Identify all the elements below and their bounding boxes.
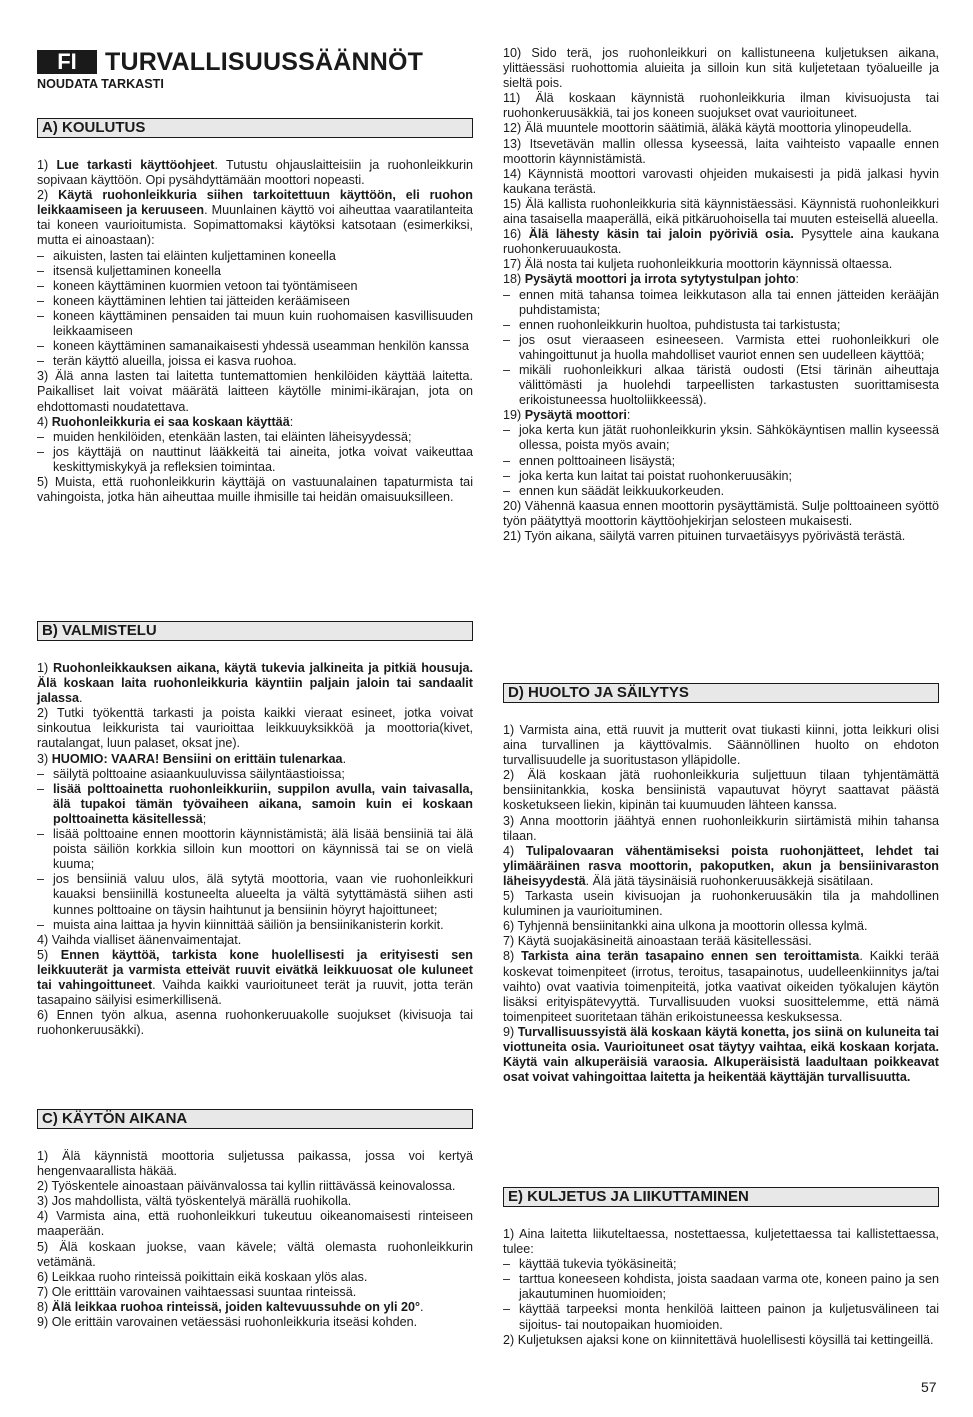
section-c-item-17: 17) Älä nosta tai kuljeta ruohonleikkuria moottorin käynnissä oltaessa.: [503, 257, 893, 272]
list-item: – koneen käyttäminen pensaiden tai muun kuin ruohomaisen kasvillisuuden leikkaamiseen: [37, 309, 473, 339]
list-item: – käyttää tarpeeksi monta henkilöä laitteen painon ja kuljetusvälineen tai sijoitus- tai noutopaikan huomioiden.: [503, 1302, 939, 1332]
section-c-item-20: 20) Vähennä kaasua ennen moottorin pysäyttämistä. Sulje polttoaineen syöttö työn päätyttyä moottorin käyttöohjekirjan selosteen mukaisesti.: [503, 498, 939, 528]
list-item: – itsensä kuljettaminen koneella: [37, 264, 473, 279]
section-a-heading: A) KOULUTUS: [37, 118, 473, 138]
section-b-heading: B) VALMISTELU: [37, 621, 473, 641]
section-e-item-2: 2) Kuljetuksen ajaksi kone on kiinnitettävä huolellisesti köysillä tai kettingeillä.: [503, 1332, 934, 1347]
section-e: [503, 1187, 939, 1348]
list-item: – ennen ruohonleikkurin huoltoa, puhdistusta tai tarkistusta;: [503, 318, 939, 333]
list-item: – mikäli ruohonleikkuri alkaa täristä oudosti (Etsi tärinän aiheuttaja välittömästi ja huolehdi tarpeellisten tarkastusten suorittamisesta erikoistuneessa huoltoliikkeessä).: [503, 363, 939, 408]
list-item: – muiden henkilöiden, etenkään lasten, tai eläinten läheisyydessä;: [37, 430, 473, 445]
list-item: – koneen käyttäminen lehtien tai jätteiden keräämiseen: [37, 294, 473, 309]
list-item: – muista aina laittaa ja hyvin kiinnittää säiliön ja bensiinikanisterin korkit.: [37, 918, 473, 933]
section-a-item-5: 5) Muista, että ruohonleikkurin käyttäjä on vastuunalainen tapaturmista tai vahingoista, jotka hän aiheuttaa muille ihmisille tai heidän omaisuuksilleen.: [37, 474, 473, 505]
list-item: – jos bensiiniä valuu ulos, älä sytytä moottoria, vaan vie ruohonleikkuri kauaksi bensiinillä kostuneelta alueelta ja vältä sytyttämästä siihen asti kunnes polttoaine on täysin haihtunut ja bensiinin höyryt hajoittuneet;: [37, 872, 473, 917]
list-item: – jos käyttäjä on nauttinut lääkkeitä tai aineita, jotka voivat vaikeuttaa keskittymiskykyä ja refleksien toimintaa.: [37, 445, 473, 475]
list-item: – koneen käyttäminen samanaikaisesti yhdessä useamman henkilön kanssa: [37, 339, 473, 354]
section-b-item-5: 5) Ennen käyttöä, tarkista kone huolellisesti ja erityisesti sen leikkuuterät ja varmista etteivät ruuvit eivätkä leikkuuosat ole kuluneet tai vahingoittuneet. Vaihda kaikki vaurioituneet terät ja ruuvit, jotta terän tasapaino säilyisi esimerkillisenä.: [37, 947, 473, 1008]
section-c-continued: [503, 46, 939, 544]
section-c-item-12: 12) Älä muuntele moottorin säätimiä, äläkä käytä moottoria ylinopeudella.: [503, 121, 912, 136]
section-a-item-2: 2) Käytä ruohonleikkuria siihen tarkoitettuun käyttöön, eli ruohon leikkaamiseen ja keruuseen. Muunlainen käyttö voi aiheuttaa vaaratilanteita tai koneen vaurioitumista. Sopimattomaksi käytöksi katsotaan (esimerkiksi, mutta ei ainoastaan):: [37, 188, 473, 248]
section-c-item-7: 7) Ole eritttäin varovainen vaihtaessasi suuntaa rinteissä.: [37, 1284, 357, 1299]
section-c-item-2: 2) Työskentele ainoastaan päivänvalossa tai kyllin riittävässä keinovalossa.: [37, 1179, 456, 1194]
list-item: – jos osut vieraaseen esineeseen. Varmista ettei ruohonleikkuri ole vahingoittunut ja huolla mahdolliset vauriot ennen sen uudelleen käyttöä;: [503, 333, 939, 363]
section-d-heading: D) HUOLTO JA SÄILYTYS: [503, 683, 939, 703]
list-item: – säilytä polttoaine asiaankuuluvissa säilyntäastioissa;: [37, 767, 473, 782]
section-d-item-6: 6) Tyhjennä bensiinitankki aina ulkona ja moottorin ollessa kylmä.: [503, 919, 868, 934]
section-a-item-4: 4) Ruohonleikkuria ei saa koskaan käyttää:: [37, 414, 294, 429]
list-item: – joka kerta kun laitat tai poistat ruohonkeruusäkin;: [503, 469, 939, 484]
section-b-item-4: 4) Vaihda vialliset äänenvaimentajat.: [37, 932, 242, 947]
section-d-item-2: 2) Älä koskaan jätä ruohonleikkuria suljettuun tilaan tyhjentämättä bensiinitankkia, koska bensiinistä vapautuvat höyryt saattavat päästä kosketukseen liekin, kipinän tai kuumuuden lähteen kanssa.: [503, 768, 939, 813]
section-c-item-21: 21) Työn aikana, säilytä varren pituinen turvaetäisyys pyörivästä terästä.: [503, 529, 906, 543]
section-d-item-3: 3) Anna moottorin jäähtyä ennen ruohonleikkurin siirtämistä mihin tahansa tilaan.: [503, 813, 939, 843]
section-b-item-3: 3) HUOMIO: VAARA! Bensiini on erittäin tulenarkaa.: [37, 751, 347, 766]
language-badge: FI: [37, 50, 97, 74]
section-d-item-1: 1) Varmista aina, että ruuvit ja mutterit ovat tiukasti kiinni, jotta leikkuri olisi aina turvallinen ja käyttövalmis. Säännöllinen huolto on ehdoton turvallisuudelle ja suoritustason ylläpidolle.: [503, 723, 939, 768]
page-title: TURVALLISUUSSÄÄNNÖT: [105, 48, 424, 76]
section-e-item-1: 1) Aina laitetta liikuteltaessa, nostettaessa, kuljetettaessa tai kallistettaessa, tulee:: [503, 1227, 939, 1257]
section-c-item-19: 19) Pysäytä moottori:: [503, 408, 631, 423]
list-item: – tarttua koneeseen kohdista, joista saadaan varma ote, koneen paino ja sen jakautuminen huomioiden;: [503, 1272, 939, 1302]
section-d: [503, 683, 939, 1085]
list-item: – lisää polttoainetta ruohonleikkuriin, suppilon avulla, vain taivasalla, älä tupakoi tämän työvaiheen aikana, samoin kuin ei koskaan polttoainetta käsitellessä;: [37, 782, 473, 827]
list-item: – joka kerta kun jätät ruohonleikkurin yksin. Sähkökäyntisen mallin kyseessä ollessa, poista myös avain;: [503, 423, 939, 453]
section-c-item-1: 1) Älä käynnistä moottoria suljetussa paikassa, jossa voi kertyä hengenvaarallista häkää.: [37, 1149, 473, 1179]
list-item: – ennen mitä tahansa toimea leikkutason alla tai ennen jätteiden kerääjän puhdistamista;: [503, 288, 939, 318]
section-c-item-3: 3) Jos mahdollista, vältä työskentelyä märällä ruohikolla.: [37, 1194, 352, 1209]
section-b-item-2: 2) Tutki työkenttä tarkasti ja poista kaikki vieraat esineet, jotka voivat sinkoutua leikkurista tai vaurioittaa leikkuuyksikköä ja moottoria(kivet, rautalangat, luun palaset, oksat jne).: [37, 706, 473, 751]
list-item: – käyttää tukevia työkäsineitä;: [503, 1257, 939, 1272]
section-c-item-11: 11) Älä koskaan käynnistä ruohonleikkuria ilman kivisuojusta tai ruohonkeruusäkkiä, tai jos koneen suojukset ovat vaurioituneet.: [503, 91, 939, 121]
section-b: [37, 621, 473, 1038]
list-item: – terän käyttö alueilla, joissa ei kasva ruohoa.: [37, 354, 473, 369]
section-c-item-16: 16) Älä lähesty käsin tai jaloin pyöriviä osia. Pysyttele aina kaukana ruohonkeruuaukosta.: [503, 227, 940, 257]
section-c-item-5: 5) Älä koskaan juokse, vaan kävele; vältä olemasta ruohonleikkurin vetämänä.: [37, 1239, 473, 1269]
section-b-item-6: 6) Ennen työn alkua, asenna ruohonkeruuakolle suojukset (kivisuoja tai ruohonkeruusäkki).: [37, 1008, 473, 1038]
list-item: – koneen käyttäminen kuormien vetoon tai työntämiseen: [37, 279, 473, 294]
section-c-heading: C) KÄYTÖN AIKANA: [37, 1109, 473, 1129]
section-b-item-1: 1) Ruohonleikkauksen aikana, käytä tukevia jalkineita ja pitkiä housuja. Älä koskaan laita ruohonleikkuria käyntiin paljain jaloin tai sandaalit jalassa.: [37, 661, 474, 706]
section-a: [37, 118, 473, 505]
section-c-item-10: 10) Sido terä, jos ruohonleikkuri on kallistuneena kuljetuksen aikana, ylittäessäsi ruohottomia aluieita ja silloin kun sitä kuljetetaan työalueille ja sieltä pois.: [503, 46, 939, 91]
section-c-item-18: 18) Pysäytä moottori ja irrota sytytystulpan johto:: [503, 272, 800, 287]
section-c-item-9: 9) Ole erittäin varovainen vetäessäsi ruohonleikkuria itseäsi kohden.: [37, 1315, 418, 1330]
list-item: – lisää polttoaine ennen moottorin käynnistämistä; älä lisää bensiiniä tai älä poista säiliön korkkia silloin kun moottori on käynnissä tai se on vielä kuuma;: [37, 827, 473, 872]
section-c-item-8: 8) Älä leikkaa ruohoa rinteissä, joiden kaltevuussuhde on yli 20°.: [37, 1299, 424, 1314]
section-a-item-3: 3) Älä anna lasten tai laitetta tuntemattomien henkilöiden käyttää laitetta. Paikalliset lait voivat määrätä laitteen käytölle minimi-ikärajan, jota on ehdottomasti noudatettava.: [37, 369, 473, 414]
list-item: – aikuisten, lasten tai eläinten kuljettaminen koneella: [37, 249, 473, 264]
section-c-item-15: 15) Älä kallista ruohonleikkuria sitä käynnistäessäsi. Käynnistä ruohonleikkuri aina tasaisella maaperällä, eikä pitkäruohoisella tai muuten esteisellä alueella.: [503, 196, 939, 227]
section-c-item-4: 4) Varmista aina, että ruohonleikkuri tukeutuu oikeanomaisesti rinteiseen maaperään.: [37, 1209, 473, 1239]
section-d-item-7: 7) Käytä suojakäsineitä ainoastaan terää käsitellessäsi.: [503, 934, 812, 949]
section-d-item-8: 8) Tarkista aina terän tasapaino ennen sen teroittamista. Kaikki terää koskevat toimenpiteet (irrotus, teroitus, tasapainotus, uudelleenkiinnitys ja/tai vaihto) ovat vaativia toimenpiteitä, jotka vaativat oikeiden työkalujen käytön lisäksi erityispätevyyttä. Turvallisuuden vuoksi suosittelemme, että nämä toimenpiteet suoritetaan tähän erikoistuneessa keskuksessa.: [503, 949, 939, 1024]
page-number: 57: [921, 1379, 937, 1395]
section-d-item-4: 4) Tulipalovaaran vähentämiseksi poista ruohonjätteet, lehdet tai ylimääräinen rasva moottorin, pakoputken, akun ja bensiinivaraston läheisyydestä. Älä jätä täysinäisiä ruohonkeruusäkkejä sisätilaan.: [503, 843, 939, 888]
section-c: [37, 1109, 473, 1330]
page-subtitle: NOUDATA TARKASTI: [37, 77, 164, 91]
section-a-item-1: 1) Lue tarkasti käyttöohjeet. Tutustu ohjauslaitteisiin ja ruohonleikkurin sopivaan käyttöön. Opi pysähdyttämään moottori nopeasti.: [37, 158, 473, 188]
section-c-item-13: 13) Itsevetävän mallin ollessa kyseessä, laita vaihteisto vapaalle ennen moottorin käynnistämistä.: [503, 136, 939, 166]
section-d-item-5: 5) Tarkasta usein kivisuojan ja ruohonkeruusäkin tila ja mahdollinen kuluminen ja vaurioituminen.: [503, 889, 939, 919]
section-c-item-6: 6) Leikkaa ruoho rinteissä poikittain eikä koskaan ylös alas.: [37, 1269, 368, 1284]
section-c-item-14: 14) Käynnistä moottori varovasti ohjeiden mukaisesti ja pidä jalkasi hyvin kaukana terästä.: [503, 166, 939, 196]
list-item: – ennen kun säädät leikkuukorkeuden.: [503, 484, 939, 499]
section-d-item-9: 9) Turvallisuussyistä älä koskaan käytä konetta, jos siinä on kuluneita tai viottuneita osia. Vaurioituneet osat täytyy vaihtaa, eikä koskaan korjata. Käytä vain alkuperäisiä varaosia. Alkuperäisistä laadultaan poikkeavat osat voivat vahingoittaa laitetta ja heikentää käyttäjän turvallisuutta.: [503, 1024, 939, 1085]
section-e-heading: E) KULJETUS JA LIIKUTTAMINEN: [503, 1187, 939, 1207]
list-item: – ennen polttoaineen lisäystä;: [503, 454, 939, 469]
